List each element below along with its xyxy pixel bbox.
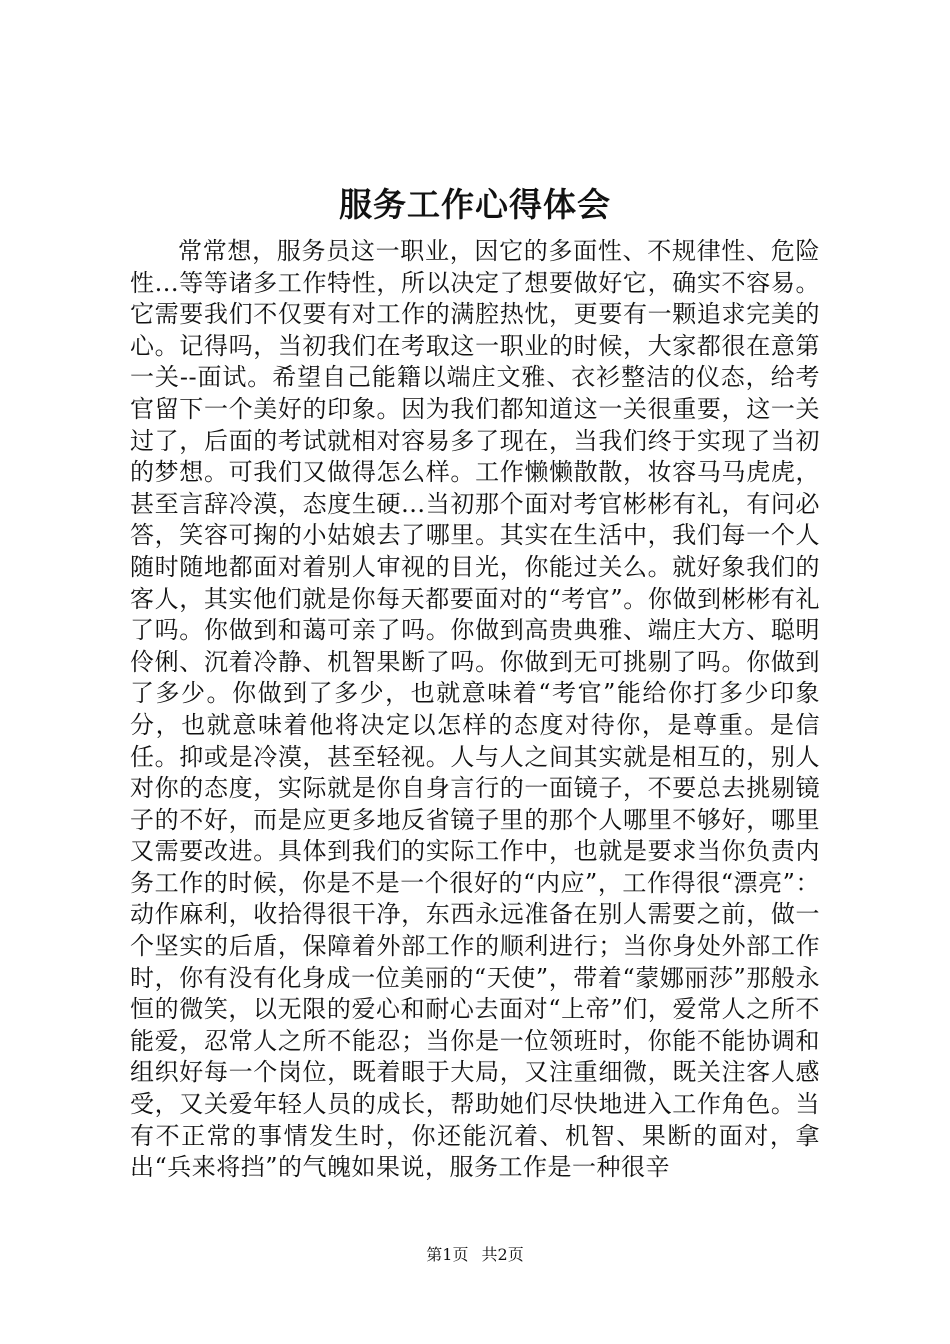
- page-footer: [0, 1244, 950, 1266]
- page-number-total: 共2页: [481, 1245, 524, 1264]
- page-number-current: 第1页: [426, 1245, 469, 1264]
- document-title: 服务工作心得体会: [339, 185, 611, 224]
- document-body-paragraph: 常常想，服务员这一职业，因它的多面性、不规律性、危险性...等等诸多工作特性，所以决定了想要做好它，确实不容易。它需要我们不仅要有对工作的满腔热忱，更要有一颗追求完美的心。记得吗，当初我们在考取这一职业的时候，大家都很在意第一关--面试。希望自己能籍以端庄文雅、衣衫整洁的仪态，给考官留下一个美好的印象。因为我们都知道这一关很重要，这一关过了，后面的考试就相对容易多了现在，当我们终于实现了当初的梦想。可我们又做得怎么样。工作懒懒散散，妆容马马虎虎，甚至言辞冷漠，态度生硬...当初那个面对考官彬彬有礼，有问必答，笑容可掬的小姑娘去了哪里。其实在生活中，我们每一个人随时随地都面对着别人审视的目光，你能过关么。就好象我们的客人，其实他们就是你每天都要面对的“考官”。你做到彬彬有礼了吗。你做到和蔼可亲了吗。你做到高贵典雅、端庄大方、聪明伶俐、沉着冷静、机智果断了吗。你做到无可挑剔了吗。你做到了多少。你做到了多少，也就意味着“考官”能给你打多少印象分，也就意味着他将决定以怎样的态度对待你，是尊重。是信任。抑或是冷漠，甚至轻视。人与人之间其实就是相互的，别人对你的态度，实际就是你自身言行的一面镜子，不要总去挑剔镜子的不好，而是应更多地反省镜子里的那个人哪里不够好，哪里又需要改进。具体到我们的实际工作中，也就是要求当你负责内务工作的时候，你是不是一个很好的“内应”，工作得很“漂亮”：动作麻利，收拾得很干净，东西永远准备在别人需要之前，做一个坚实的后盾，保障着外部工作的顺利进行；当你身处外部工作时，你有没有化身成一位美丽的“天使”，带着“蒙娜丽莎”那般永恒的微笑，以无限的爱心和耐心去面对“上帝”们，爱常人之所不能爱，忍常人之所不能忍；当你是一位领班时，你能不能协调和组织好每一个岗位，既着眼于大局，又注重细微，既关注客人感受，又关爱年轻人员的成长，帮助她们尽快地进入工作角色。当有不正常的事情发生时，你还能沉着、机智、果断的面对，拿出“兵来将挡”的气魄如果说，服务工作是一种很辛: [130, 237, 820, 1182]
